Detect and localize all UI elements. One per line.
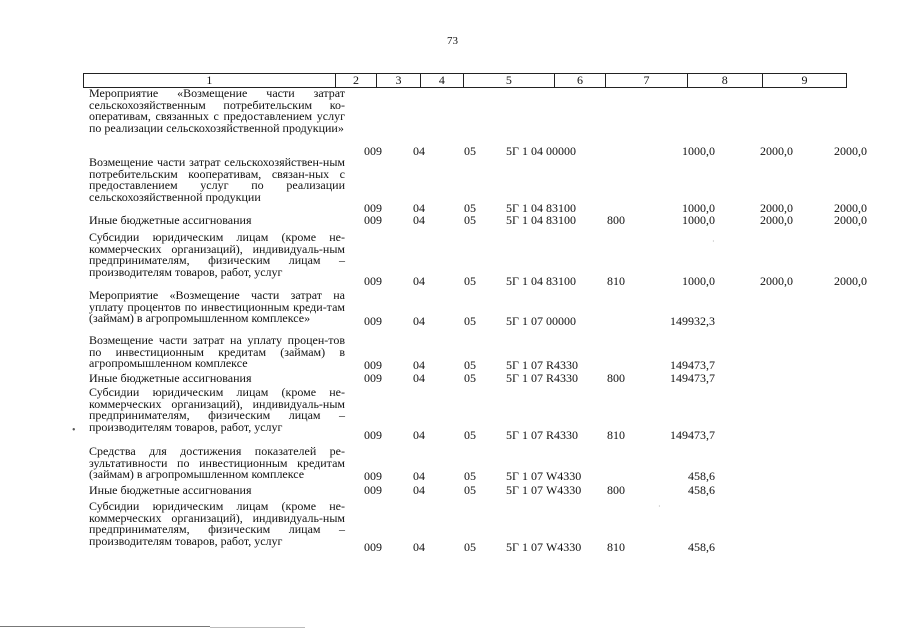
table-row (0, 232, 905, 288)
cell-2019: 1000,0 (682, 144, 715, 159)
table-row (0, 290, 905, 328)
cell-2019: 458,6 (688, 483, 715, 498)
cell-subsection: 05 (464, 201, 476, 216)
cell-subsection: 05 (464, 428, 476, 443)
cell-code: 009 (364, 274, 382, 289)
cell-code: 009 (364, 358, 382, 373)
cell-2019: 458,6 (688, 469, 715, 484)
table-row (0, 157, 905, 215)
row-description: Возмещение части затрат на уплату процен-тов по инвестиционным кредитам (займам) в агропромышленном комплексе (89, 333, 345, 371)
column-header-7: 7 (605, 74, 686, 87)
cell-2019: 458,6 (688, 540, 715, 555)
cell-target: 5Г 1 07 W4330 (506, 540, 582, 555)
cell-vid: 800 (607, 483, 625, 498)
cell-subsection: 05 (464, 371, 476, 386)
cell-2019: 1000,0 (682, 274, 715, 289)
cell-section: 04 (413, 358, 425, 373)
cell-section: 04 (413, 144, 425, 159)
cell-2021: 2000,0 (834, 213, 867, 228)
cell-target: 5Г 1 04 00000 (506, 144, 576, 159)
scan-speck: · (658, 502, 661, 511)
cell-vid: 800 (607, 371, 625, 386)
table-row (0, 446, 905, 483)
cell-section: 04 (413, 213, 425, 228)
cell-section: 04 (413, 201, 425, 216)
row-description: Мероприятие «Возмещение части затрат на уплату процентов по инвестиционным креди-там (займам) в агропромышленном комплексе» (89, 288, 345, 326)
row-description: Субсидии юридическим лицам (кроме не-коммерческих организаций), индивидуаль-ным предпринимателям, физическим лицам – производителям товаров, работ, услуг (89, 385, 345, 434)
row-description: Возмещение части затрат сельскохозяйствен-ным потребительским кооперативам, связан-ных с предоставлением услуг по реализации сельскохозяйственной продукции (89, 155, 345, 204)
cell-section: 04 (413, 483, 425, 498)
table-row (0, 501, 905, 554)
cell-2020: 2000,0 (760, 201, 793, 216)
cell-vid: 810 (607, 274, 625, 289)
cell-section: 04 (413, 371, 425, 386)
cell-target: 5Г 1 04 83100 (506, 213, 576, 228)
cell-2019: 149473,7 (670, 358, 715, 373)
column-header-6: 6 (554, 74, 606, 87)
table-row (0, 88, 905, 158)
cell-subsection: 05 (464, 483, 476, 498)
cell-subsection: 05 (464, 469, 476, 484)
cell-2020: 2000,0 (760, 144, 793, 159)
column-header-4: 4 (420, 74, 463, 87)
cell-subsection: 05 (464, 358, 476, 373)
cell-code: 009 (364, 144, 382, 159)
cell-2019: 1000,0 (682, 201, 715, 216)
cell-code: 009 (364, 201, 382, 216)
cell-code: 009 (364, 469, 382, 484)
cell-2020: 2000,0 (760, 213, 793, 228)
cell-code: 009 (364, 540, 382, 555)
row-description: Иные бюджетные ассигнования (89, 483, 252, 497)
cell-vid: 810 (607, 428, 625, 443)
column-header-9: 9 (762, 74, 846, 87)
cell-2021: 2000,0 (834, 274, 867, 289)
cell-2019: 1000,0 (682, 213, 715, 228)
cell-vid: 800 (607, 213, 625, 228)
cell-section: 04 (413, 540, 425, 555)
cell-2019: 149932,3 (670, 314, 715, 329)
page-number: 73 (447, 35, 458, 47)
cell-code: 009 (364, 213, 382, 228)
cell-target: 5Г 1 07 00000 (506, 314, 576, 329)
cell-target: 5Г 1 04 83100 (506, 201, 576, 216)
cell-2021: 2000,0 (834, 201, 867, 216)
cell-code: 009 (364, 428, 382, 443)
cell-target: 5Г 1 04 83100 (506, 274, 576, 289)
scan-speck: • (72, 425, 76, 436)
scan-edge-line (210, 627, 305, 628)
cell-target: 5Г 1 07 R4330 (506, 428, 578, 443)
row-description: Субсидии юридическим лицам (кроме не-коммерческих организаций), индивидуаль-ным предпринимателям, физическим лицам – производителям товаров, работ, услуг (89, 230, 345, 279)
cell-target: 5Г 1 07 R4330 (506, 371, 578, 386)
scan-edge-line (0, 626, 210, 627)
cell-subsection: 05 (464, 540, 476, 555)
cell-2021: 2000,0 (834, 144, 867, 159)
cell-2019: 149473,7 (670, 371, 715, 386)
cell-target: 5Г 1 07 R4330 (506, 358, 578, 373)
row-description: Субсидии юридическим лицам (кроме не-коммерческих организаций), индивидуаль-ным предпринимателям, физическим лицам – производителям товаров, работ, услуг (89, 499, 345, 548)
cell-subsection: 05 (464, 213, 476, 228)
table-row (0, 387, 905, 442)
table-row (0, 335, 905, 372)
cell-section: 04 (413, 274, 425, 289)
cell-subsection: 05 (464, 144, 476, 159)
column-header-8: 8 (687, 74, 762, 87)
row-description: Средства для достижения показателей ре-зультативности по инвестиционным кредитам (займам) в агропромышленном комплексе (89, 444, 345, 482)
row-description: Иные бюджетные ассигнования (89, 371, 252, 385)
row-description: Мероприятие «Возмещение части затрат сельскохозяйственным потребительским ко-оперативам, связанных с предоставлением услуг по реализации сельскохозяйственной продукции» (89, 86, 345, 135)
table-row (0, 215, 905, 227)
cell-section: 04 (413, 314, 425, 329)
cell-vid: 810 (607, 540, 625, 555)
cell-target: 5Г 1 07 W4330 (506, 469, 582, 484)
column-header-2: 2 (335, 74, 377, 87)
cell-section: 04 (413, 428, 425, 443)
table-row (0, 485, 905, 497)
cell-section: 04 (413, 469, 425, 484)
cell-subsection: 05 (464, 314, 476, 329)
table-row (0, 373, 905, 385)
cell-2019: 149473,7 (670, 428, 715, 443)
cell-target: 5Г 1 07 W4330 (506, 483, 582, 498)
scan-speck: · (712, 237, 715, 246)
cell-subsection: 05 (464, 274, 476, 289)
column-header-5: 5 (463, 74, 554, 87)
cell-2020: 2000,0 (760, 274, 793, 289)
cell-code: 009 (364, 483, 382, 498)
row-description: Иные бюджетные ассигнования (89, 213, 252, 227)
column-header-1: 1 (206, 73, 213, 87)
column-header-3: 3 (376, 74, 419, 87)
cell-code: 009 (364, 371, 382, 386)
cell-code: 009 (364, 314, 382, 329)
